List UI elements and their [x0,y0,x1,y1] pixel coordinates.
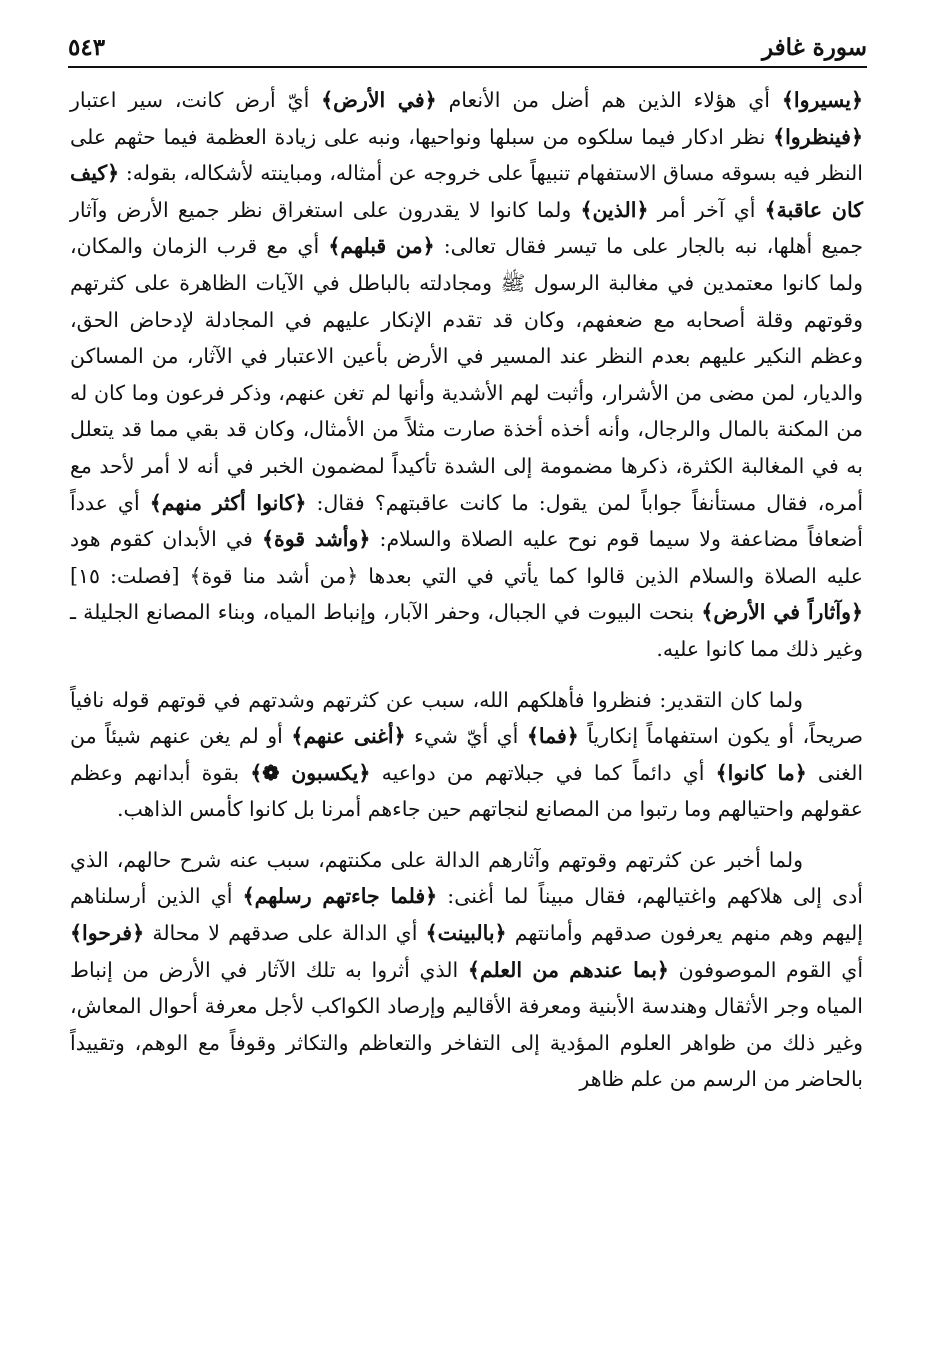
commentary-text: ولما كانوا لا يقدرون على استغراق نظر جميع الأرض وآثار جميع أهلها، نبه بالجار على ما تيسر فقال تعالى: [70,197,863,259]
commentary-text: أي الذين أرسلناهم إليهم وهم منهم يعرفون صدقهم وأمانتهم [70,884,863,946]
commentary-text: ولما أخبر عن كثرتهم وقوتهم وآثارهم الدالة على مكنتهم، سبب عنه شرح حالهم، الذي أدى إلى هلاكهم واغتيالهم، فقال مبيناً لما أغنى: [70,847,863,909]
commentary-text: أي هؤلاء الذين هم أضل من الأنعام [436,88,782,112]
page-number: ٥٤٣ [68,33,106,61]
quran-quote: ﴿كيف كان عاقبة﴾ [70,161,863,222]
quran-quote: ﴿يكسبون ❁﴾ [250,760,371,785]
quran-quote: ﴿وآثاراً في الأرض﴾ [701,600,863,625]
commentary-text: أي عدداً أضعافاً مضاعفة ولا سيما قوم نوح عليه الصلاة والسلام: [70,490,864,552]
paragraph [70,842,863,1098]
commentary-text: في الأبدان كقوم هود عليه الصلاة والسلام الذين قالوا كما يأتي في التي بعدها [70,527,863,588]
commentary-text: أو لم يغن عنهم شيئاً من الغنى [70,724,864,785]
commentary-text: الذي أثروا به تلك الآثار في الأرض من إنباط المياه وجر الأثقال وهندسة الأبنية ومعرفة الأقاليم وإرصاد الكواكب لأجل معرفة أحوال المعاش، وغير ذلك من ظواهر العلوم المؤدية إلى التفاخر والتعاظم والتكاثر وقوفاً مع الوهم، وتقييداً بالحاضر من الرسم من علم ظاهر [70,957,863,1092]
commentary-text: أي آخر أمر [648,197,765,222]
commentary-text: أي الدالة على صدقهم لا محالة [144,921,426,946]
commentary-text: نظر ادكار فيما سلكوه من سبلها ونواحيها، ونبه على زيادة العظمة فيما حثهم على النظر فيه بسوقه مساق الاستفهام تنبيهاً على خروجه عن أمثاله، ومباينته لأشكاله، بقوله: [70,124,863,186]
paragraph [70,82,863,668]
quran-quote: ﴿في الأرض﴾ [321,88,437,112]
commentary-text: بقوة أبدانهم وعظم عقولهم واحتيالهم وما رتبوا من المصانع لنجاتهم حين جاءهم أمرنا بل كانوا كأمس الذاهب. [70,760,863,822]
quran-quote: ﴿فما﴾ [526,724,579,749]
header-rule [68,66,867,68]
commentary-text: ولما كان التقدير: فنظروا فأهلكهم الله، سبب عن كثرتهم وشدتهم في قوتهم قوله نافياً صريحاً، أو يكون استفهاماً إنكارياً [70,687,863,749]
surah-title: سورة غافر [761,33,867,61]
quran-quote: ﴿بما عندهم من العلم﴾ [467,957,669,982]
quran-quote: ﴿من قبلهم﴾ [328,234,435,259]
quran-quote: ﴿وأشد قوة﴾ [261,527,371,552]
commentary-text: أي القوم الموصوفون [668,957,864,982]
quran-quote: ﴿كانوا أكثر منهم﴾ [149,490,307,515]
running-head [68,30,867,64]
quran-quote: ﴿فلما جاءتهم رسلهم﴾ [242,884,438,909]
quran-quote: ﴿فينظروا﴾ [773,124,863,149]
tafsir-body [70,82,863,1098]
quran-quote: ﴿يسيروا﴾ [781,88,863,112]
commentary-text: أي دائماً كما في جبلاتهم من دواعيه [370,760,716,785]
quran-quote: ﴿أغنى عنهم﴾ [291,724,406,749]
paragraph [70,682,863,828]
commentary-text: أي أيّ شيء [405,724,527,749]
commentary-text: أي مع قرب الزمان والمكان، ولما كانوا معتمدين في مغالبة الرسول ﷺ ومجادلته بالباطل في الآيات الظاهرة على كثرتهم وقوتهم وقلة أصحابه مع ضعفهم، وكان قد تقدم الإنكار عليهم في المجادلة لإدحاض الحق، وعظم النكير عليهم بعدم النظر عند المسير في الأرض بأعين الاعتبار في الآثار، من المساكن والديار، لمن مضى من الأشرار، وأثبت لهم الأشدية وأنها لم تغن عنهم، وذكر فرعون وما كان له من المكنة بالمال والرجال، وأنه أخذه أخذة صارت مثلاً من الأمثال، وكان قد بقي مما قد يتعلل به في المغالبة الكثرة، ذكرها مضمومة إلى الشدة تأكيداً لمضمون الخبر في أنه لا أمر لأحد مع أمره، فقال مستأنفاً جواباً لمن يقول: ما كانت عاقبتهم؟ فقال: [70,234,864,515]
quran-quote: ﴿فرحوا﴾ [70,921,145,946]
quran-quote: ﴿الذين﴾ [580,197,649,222]
commentary-text: [فصلت: ١٥] [70,563,190,588]
commentary-text: أيّ أرض كانت، سير اعتبار [70,88,322,112]
commentary-text: ﴿من أشد منا قوة﴾ [189,563,359,588]
quran-quote: ﴿بالبينت﴾ [425,921,507,946]
commentary-text: بنحت البيوت في الجبال، وحفر الآبار، وإنباط المياه، وبناء المصانع الجليلة ـ وغير ذلك مما كانوا عليه. [70,600,863,661]
quran-quote: ﴿ما كانوا﴾ [715,760,807,785]
